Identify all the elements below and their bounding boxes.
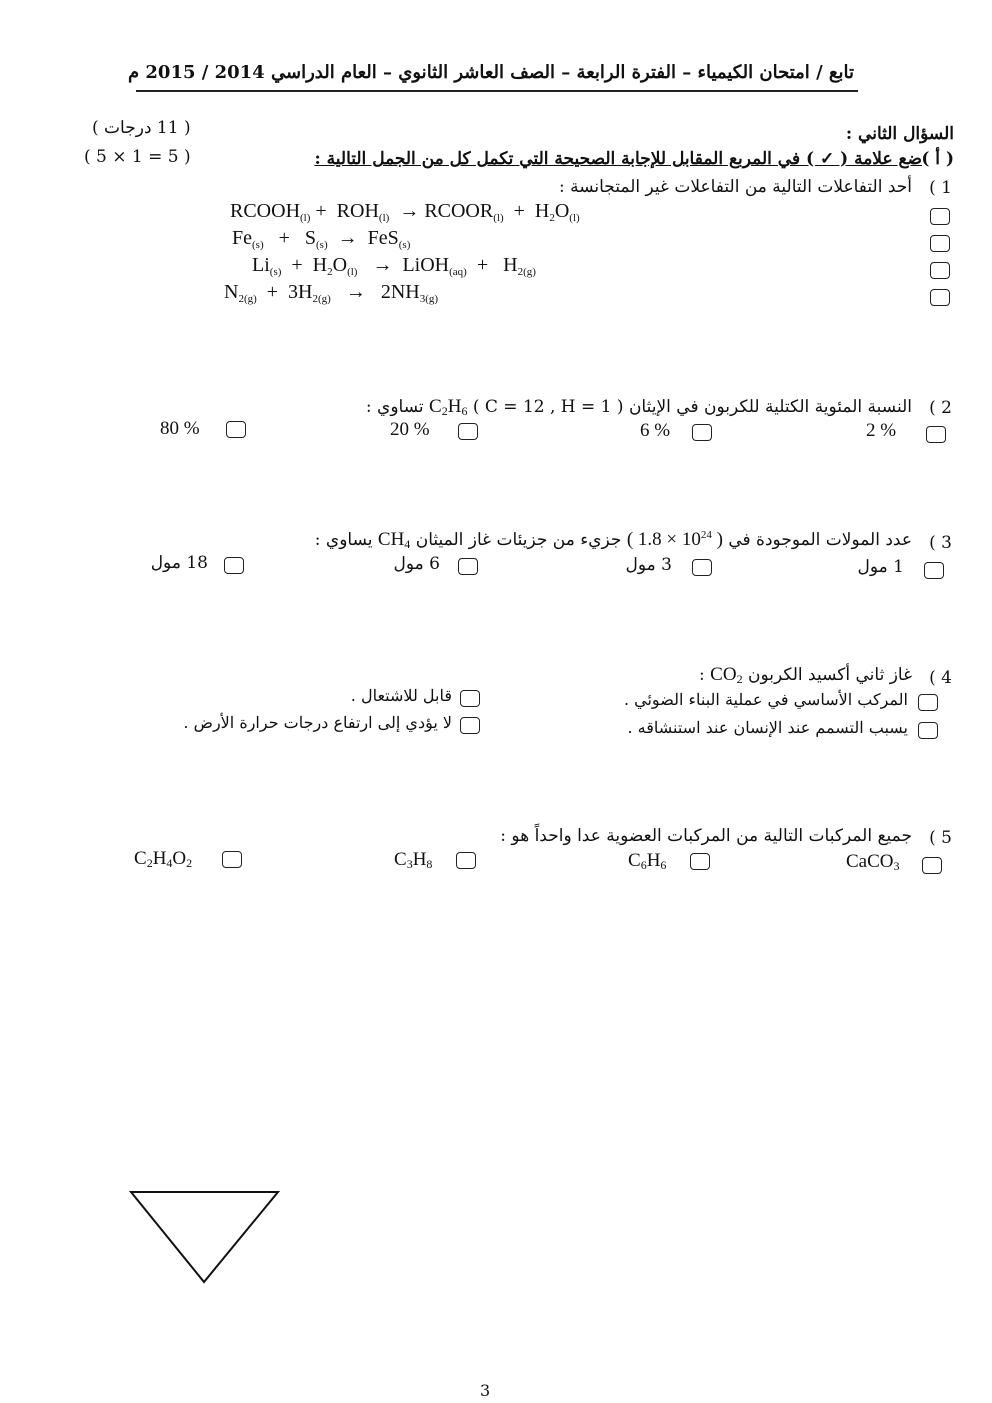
q4-stem	[699, 664, 912, 687]
q5-stem: جميع المركبات التالية من المركبات العضوية عدا واحداً هو :	[500, 826, 912, 846]
q5-checkbox-4[interactable]	[222, 851, 242, 868]
q1-option-1: $RCOOH_{(l)} + ROH_{(l)}$ → $RCOOR_{(l)} + H_2O_{(l)}$	[230, 200, 580, 224]
q2-checkbox-4[interactable]	[226, 421, 246, 438]
section-heading: السؤال الثاني :	[845, 124, 954, 144]
q2-option-1: 2 %	[866, 420, 897, 441]
q2-stem	[366, 396, 912, 419]
part-a-marks: ( 5 × 1 = 5 )	[84, 147, 191, 167]
q5-checkbox-1[interactable]	[922, 857, 942, 874]
q4-number: 4 )	[929, 668, 952, 688]
part-a-label: ( أ )	[921, 149, 954, 169]
q3-checkbox-3[interactable]	[458, 558, 478, 575]
q3-option-1: 1 مول	[857, 557, 904, 577]
q2-number: 2 )	[929, 398, 952, 418]
q2-option-4: 80 %	[160, 418, 200, 439]
q1-checkbox-1[interactable]	[930, 208, 950, 225]
page-number: 3	[480, 1381, 491, 1400]
part-a-instruction: ضع علامة ( ✓ ) في المربع المقابل للإجابة الصحيحة التي تكمل كل من الجمل التالية :	[314, 149, 922, 169]
q4-checkbox-1[interactable]	[918, 694, 938, 711]
q3-quantity: ( $1.8 \times 10^{24}$ )	[626, 529, 723, 550]
q5-option-4: $C_2H_4O_2$	[134, 848, 193, 870]
q1-checkbox-3[interactable]	[930, 262, 950, 279]
q4-option-3: يسبب التسمم عند الإنسان عند استنشاقه .	[627, 718, 908, 737]
q1-option-2: $Fe_{(s)} + S_{(s)} \to FeS_{(s)}$	[232, 227, 411, 251]
q4-option-1: المركب الأساسي في عملية البناء الضوئي .	[623, 690, 908, 709]
q2-option-2: 6 %	[640, 420, 671, 441]
q4-colon: :	[699, 665, 705, 685]
q5-option-2: $C_6H_6$	[628, 850, 667, 872]
q3-stem-mid: جزيء من جزيئات غاز الميثان	[415, 530, 622, 550]
q1-stem: أحد التفاعلات التالية من التفاعلات غير المتجانسة :	[558, 177, 912, 197]
q2-formula: $C_2H_6$	[429, 396, 468, 418]
q3-option-3: 6 مول	[393, 554, 440, 574]
q5-checkbox-3[interactable]	[456, 852, 476, 869]
q4-checkbox-3[interactable]	[918, 722, 938, 739]
q2-stem-after: ( C = 12 , H = 1 ) تساوي :	[365, 397, 624, 417]
q3-checkbox-4[interactable]	[224, 557, 244, 574]
q4-formula: $CO_2$	[710, 664, 743, 686]
q4-stem-text: غاز ثاني أكسيد الكربون	[747, 665, 912, 685]
q1-checkbox-2[interactable]	[930, 235, 950, 252]
q3-stem	[315, 529, 912, 552]
header-divider	[136, 90, 858, 92]
q3-stem-after: يساوي :	[314, 530, 373, 550]
q3-stem-before: عدد المولات الموجودة في	[728, 530, 912, 550]
q4-checkbox-2[interactable]	[460, 690, 480, 707]
q2-checkbox-3[interactable]	[458, 423, 478, 440]
q3-option-2: 3 مول	[625, 555, 672, 575]
q1-number: 1 )	[929, 178, 952, 198]
q1-option-3: $Li_{(s)} + H_2O_{(l)}$ → LiOH$_{(aq)}$ + $H_{2(g)}$	[252, 254, 536, 278]
q3-option-4: 18 مول	[150, 553, 208, 573]
q1-option-4: $N_{2(g)} + 3H_{2(g)} \to 2NH_{3(g)}$	[224, 281, 439, 305]
q4-option-4: لا يؤدي إلى ارتفاع درجات حرارة الأرض .	[183, 713, 452, 732]
q3-formula: $CH_4$	[377, 529, 411, 551]
q2-checkbox-2[interactable]	[692, 424, 712, 441]
section-marks: ( 11 درجات )	[92, 118, 191, 138]
q5-option-3: $C_3H_8$	[394, 849, 433, 871]
q1-checkbox-4[interactable]	[930, 289, 950, 306]
turn-page-triangle-icon	[128, 1188, 282, 1286]
q5-number: 5 )	[929, 828, 952, 848]
q3-number: 3 )	[929, 533, 952, 553]
q2-checkbox-1[interactable]	[926, 426, 946, 443]
q5-checkbox-2[interactable]	[690, 853, 710, 870]
q3-checkbox-1[interactable]	[924, 562, 944, 579]
q2-stem-before: النسبة المئوية الكتلية للكربون في الإيثان	[628, 397, 912, 417]
q2-option-3: 20 %	[390, 419, 430, 440]
exam-header: تابع / امتحان الكيمياء – الفترة الرابعة – الصف العاشر الثانوي – العام الدراسي 2014 / 2015 م	[127, 62, 854, 83]
q4-option-2: قابل للاشتعال .	[350, 686, 452, 705]
q4-checkbox-4[interactable]	[460, 717, 480, 734]
q5-option-1: CaCO$_3$	[846, 851, 900, 873]
q3-checkbox-2[interactable]	[692, 559, 712, 576]
